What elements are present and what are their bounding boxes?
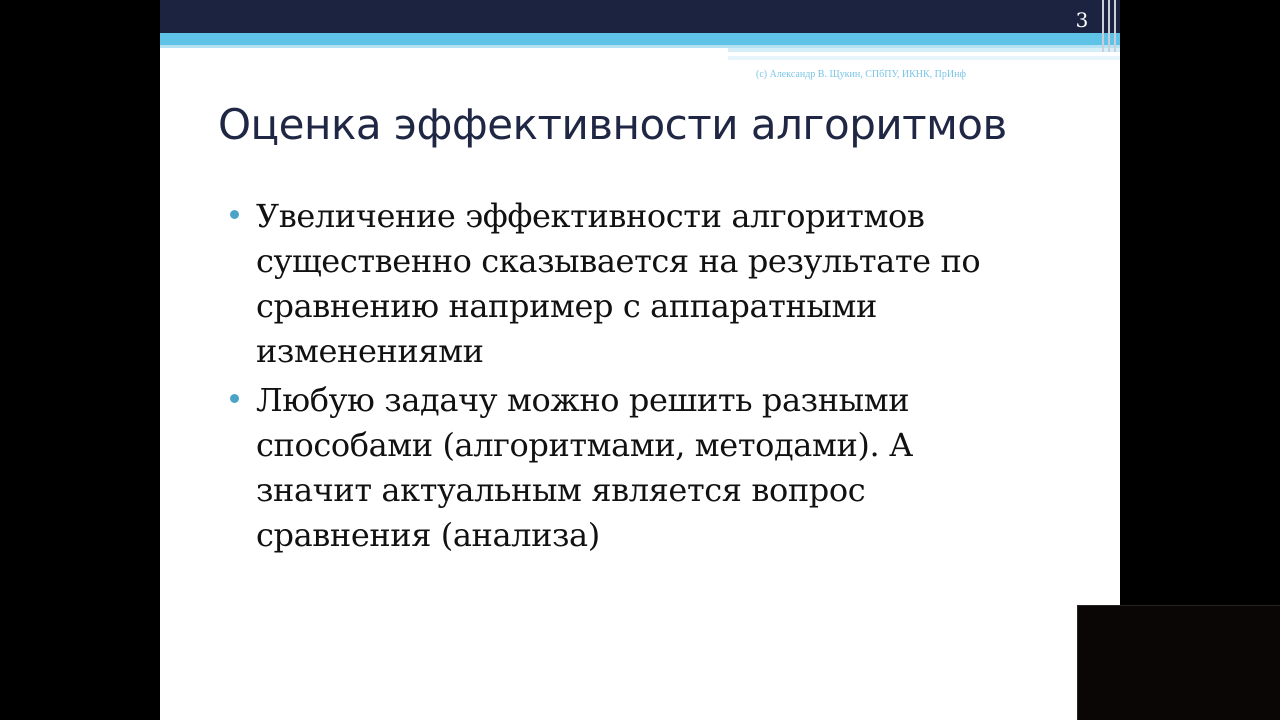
copyright-note: (c) Александр В. Щукин, СПбПУ, ИКНК, ПрИнф <box>756 69 966 80</box>
header-cyan-band <box>160 33 1120 45</box>
slide-title: Оценка эффективности алгоритмов <box>218 100 1007 149</box>
slide <box>160 0 1120 720</box>
bullet-text-line: сравнению например с аппаратными <box>256 287 877 325</box>
bullet-text-line: существенно сказывается на результате по <box>256 242 981 280</box>
header-accent-stripe-lower <box>728 56 1120 60</box>
bullet-text-line: сравнения (анализа) <box>256 516 600 554</box>
bullet-dot-icon <box>230 210 239 219</box>
header-navy-band <box>160 0 1120 33</box>
bullet-text-line: способами (алгоритмами, методами). А <box>256 426 913 464</box>
slide-number: 3 <box>1075 8 1089 32</box>
header-right-rail <box>1100 0 1120 52</box>
bullet-text-line: значит актуальным является вопрос <box>256 471 866 509</box>
video-overlay-panel <box>1077 605 1280 720</box>
bullet-item <box>230 194 1090 374</box>
bullet-text-line: Увеличение эффективности алгоритмов <box>256 197 925 235</box>
bullet-text-line: Любую задачу можно решить разными <box>256 381 910 419</box>
bullet-dot-icon <box>230 394 239 403</box>
bullet-text-line: изменениями <box>256 332 484 370</box>
bullet-item <box>230 378 1090 558</box>
header-accent-stripe <box>728 48 1120 52</box>
bullet-list <box>230 194 1090 562</box>
